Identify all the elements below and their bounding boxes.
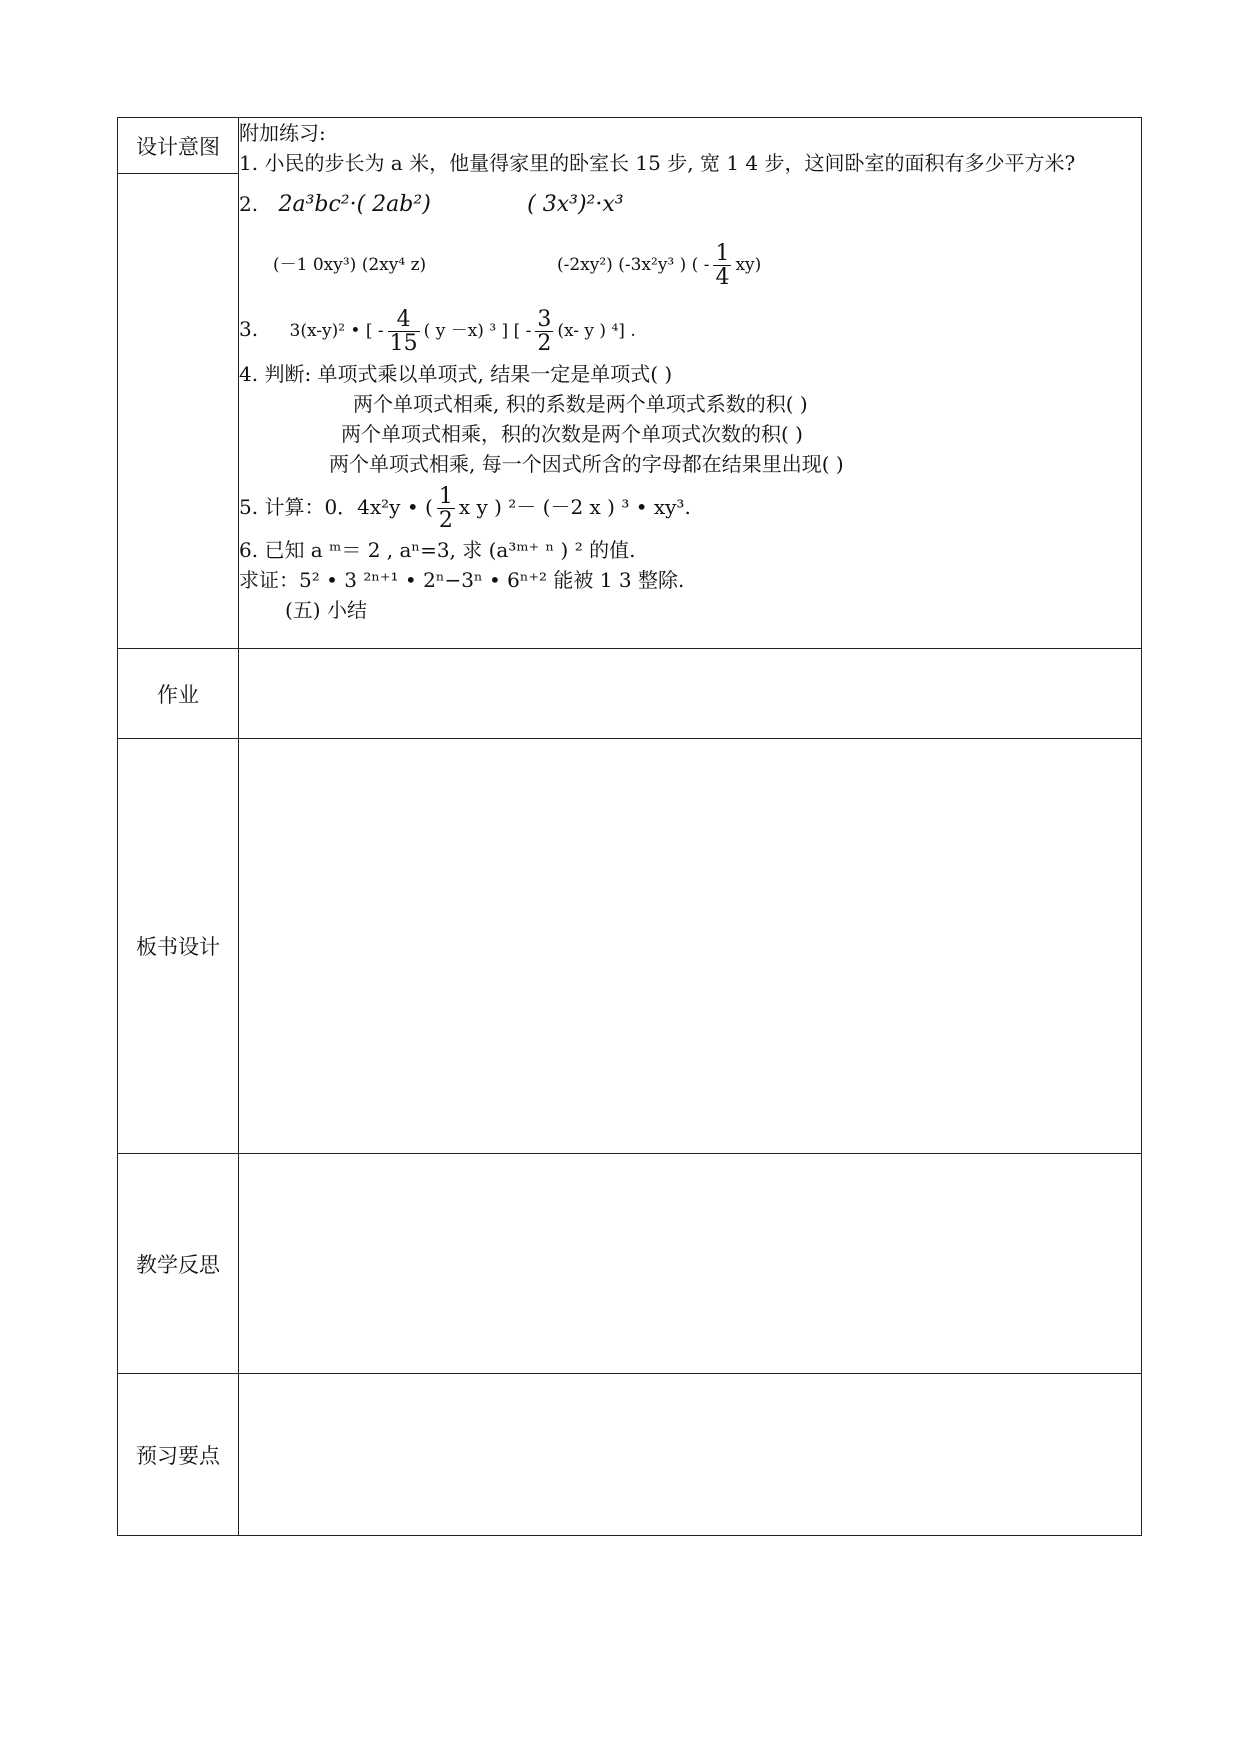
question-2-row-b: [239, 237, 1141, 293]
empty-label-cell: [118, 174, 239, 649]
q2-expression-a: 2a³bc²·( 2ab²): [278, 192, 431, 217]
q2-expression-d: (-2xy²) (-3x²y³ ) ( - $\frac{1}{4}$ xy): [556, 240, 762, 290]
q3-fraction-2: $\frac{3}{2}$: [537, 306, 552, 356]
board-design-row: [118, 739, 1142, 1154]
question-4-line-4: 两个单项式相乘, 每一个因式所含的字母都在结果里出现( ): [329, 452, 844, 476]
q2-expression-c: (－1 0xy³) (2xy⁴ z): [273, 255, 427, 275]
question-4-line-2: 两个单项式相乘, 积的系数是两个单项式系数的积( ): [353, 392, 808, 416]
question-4-line-1: 4. 判断: 单项式乘以单项式, 结果一定是单项式( ): [239, 362, 673, 386]
teaching-reflection-row: [118, 1154, 1142, 1374]
q2-expression-b: ( 3x³)²·x³: [527, 192, 624, 217]
question-1: 1. 小民的步长为 a 米，他量得家里的卧室长 15 步, 宽 1 4 步，这间卧室的面积有多少平方米?: [239, 151, 1076, 175]
homework-label: 作业: [118, 649, 239, 739]
design-intent-label: 设计意图: [118, 118, 239, 174]
exercise-content: [239, 118, 1142, 649]
board-design-label: 板书设计: [118, 739, 239, 1154]
design-intent-row: [118, 118, 1142, 174]
question-3: 3. 3(x-y)² • [ - $\frac{4}{15}$ ( y －x) ³ ] [ - $\frac{3}{2}$ (x- y ) ⁴] .: [239, 306, 636, 356]
homework-content: [239, 649, 1142, 739]
teaching-reflection-label: 教学反思: [118, 1154, 239, 1374]
q2-fraction: $\frac{1}{4}$: [715, 240, 730, 290]
question-5: 5. 计算：0．4x²y • ( $\frac{1}{2}$ x y ) ²－ (－2 x ) ³ • xy³.: [239, 483, 691, 533]
summary-heading: (五) 小结: [285, 598, 367, 622]
homework-row: [118, 649, 1142, 739]
board-design-content: [239, 739, 1142, 1154]
preview-points-label: 预习要点: [118, 1374, 239, 1536]
q3-fraction-1: $\frac{4}{15}$: [389, 306, 418, 356]
lesson-plan-table: [117, 117, 1142, 1536]
question-6: 6. 已知 a ᵐ＝ 2 , aⁿ=3, 求 (a³ᵐ⁺ ⁿ ) ² 的值.: [239, 538, 636, 562]
teaching-reflection-content: [239, 1154, 1142, 1374]
question-4-line-3: 两个单项式相乘，积的次数是两个单项式次数的积( ): [341, 422, 803, 446]
exercise-heading: 附加练习:: [239, 121, 326, 145]
q5-fraction: $\frac{1}{2}$: [438, 483, 453, 533]
question-2-row-a: 2. 2a³bc²·( 2ab²) ( 3x³)²·x³: [239, 192, 624, 217]
preview-points-row: [118, 1374, 1142, 1536]
preview-points-content: [239, 1374, 1142, 1536]
proof-question: 求证：5² • 3 ²ⁿ⁺¹ • 2ⁿ−3ⁿ • 6ⁿ⁺² 能被 1 3 整除.: [239, 568, 685, 592]
